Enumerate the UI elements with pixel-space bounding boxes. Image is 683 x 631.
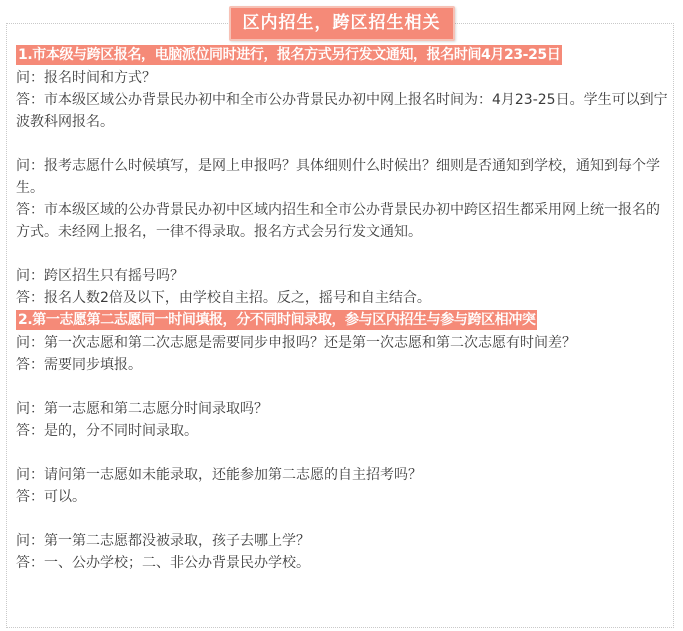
spacer xyxy=(16,442,671,464)
article-body xyxy=(16,44,671,574)
page-title: 区内招生，跨区招生相关 xyxy=(229,6,455,41)
answer-text: 答：可以。 xyxy=(16,489,86,505)
question-text: 问：第一次志愿和第二次志愿是需要同步申报吗？还是第一次志愿和第二次志愿有时间差？ xyxy=(16,335,576,351)
spacer xyxy=(16,376,671,398)
answer-text: 答：市本级区域公办背景民办初中和全市公办背景民办初中网上报名时间为：4月23-25日。学生可以到宁波教科网报名。 xyxy=(16,92,668,130)
answer-text: 答：报名人数2倍及以下，由学校自主招。反之，摇号和自主结合。 xyxy=(16,290,431,306)
section-heading: 2.第一志愿第二志愿同一时间填报，分不同时间录取，参与区内招生与参与跨区相冲突 xyxy=(18,312,536,328)
question-text: 问：第一志愿和第二志愿分时间录取吗？ xyxy=(16,401,268,417)
question-text: 问：请问第一志愿如未能录取，还能参加第二志愿的自主招考吗？ xyxy=(16,467,422,483)
answer-text: 答：市本级区域的公办背景民办初中区域内招生和全市公办背景民办初中跨区招生都采用网上统一报名的方式。未经网上报名，一律不得录取。报名方式会另行发文通知。 xyxy=(16,202,660,240)
spacer xyxy=(16,243,671,265)
answer-text: 答：是的，分不同时间录取。 xyxy=(16,423,198,439)
question-text: 问：第一第二志愿都没被录取，孩子去哪上学？ xyxy=(16,533,310,549)
section-2 xyxy=(16,309,671,574)
question-text: 问：跨区招生只有摇号吗？ xyxy=(16,268,184,284)
section-1 xyxy=(16,44,671,309)
question-text: 问：报考志愿什么时候填写，是网上申报吗？具体细则什么时候出？细则是否通知到学校，通知到每个学生。 xyxy=(16,158,660,196)
spacer xyxy=(16,133,671,155)
section-heading: 1.市本级与跨区报名，电脑派位同时进行，报名方式另行发文通知，报名时间4月23-25日 xyxy=(18,47,561,63)
answer-text: 答：一、公办学校；二、非公办背景民办学校。 xyxy=(16,555,310,571)
spacer xyxy=(16,508,671,530)
answer-text: 答：需要同步填报。 xyxy=(16,357,142,373)
question-text: 问：报名时间和方式？ xyxy=(16,70,156,86)
header xyxy=(0,6,683,41)
